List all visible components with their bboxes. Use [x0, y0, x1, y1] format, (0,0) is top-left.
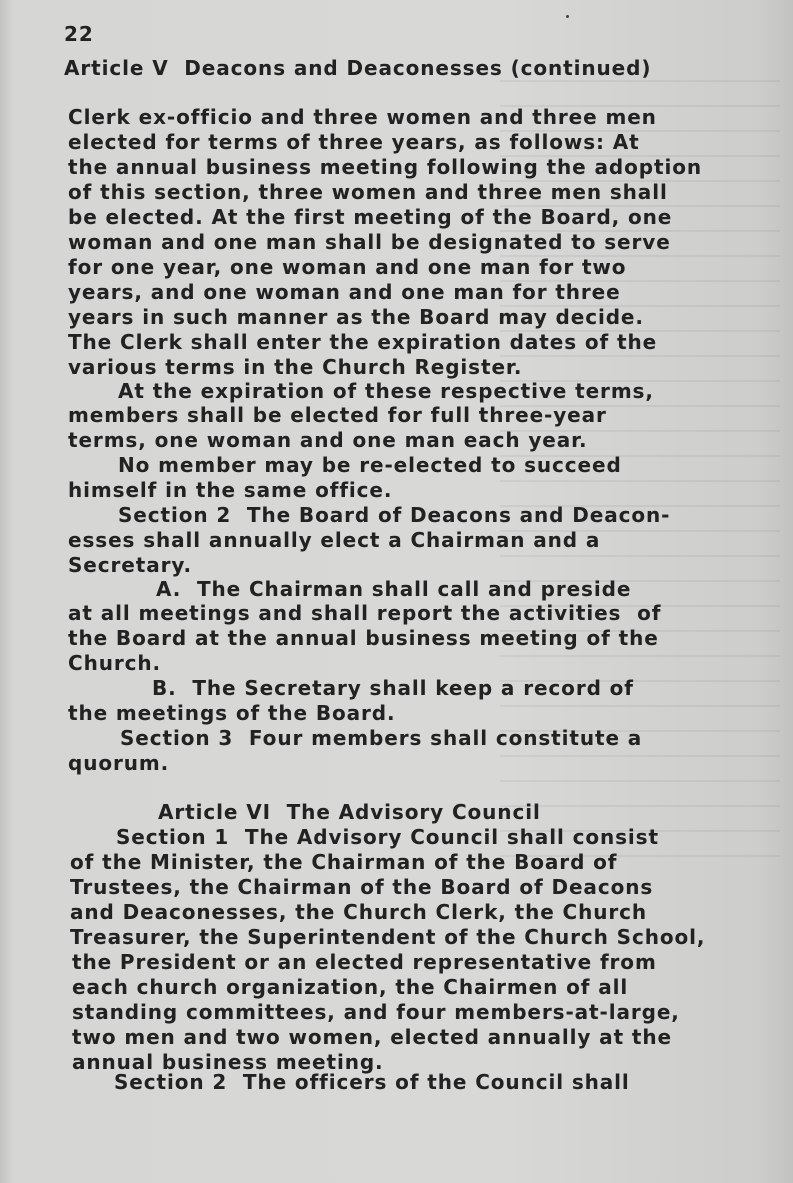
- text-line: The Clerk shall enter the expiration dates of the: [68, 330, 658, 354]
- text-line: for one year, one woman and one man for two: [68, 255, 627, 279]
- text-line: years in such manner as the Board may decide.: [68, 305, 644, 329]
- text-line: annual business meeting.: [72, 1050, 384, 1074]
- text-line: the meetings of the Board.: [68, 701, 396, 725]
- page-number: 22: [64, 22, 94, 46]
- text-line: Church.: [68, 651, 162, 675]
- text-line: No member may be re-elected to succeed: [118, 453, 622, 477]
- text-line: the annual business meeting following the adoption: [68, 155, 702, 179]
- text-line: of the Minister, the Chairman of the Board of: [70, 850, 618, 874]
- text-line: himself in the same office.: [68, 478, 393, 502]
- text-line: Trustees, the Chairman of the Board of Deacons: [70, 875, 654, 899]
- text-line: woman and one man shall be designated to serve: [68, 230, 671, 254]
- text-line: elected for terms of three years, as follows: At: [68, 130, 640, 154]
- text-line: and Deaconesses, the Church Clerk, the Church: [70, 900, 648, 924]
- text-line: Section 1 The Advisory Council shall consist: [116, 825, 659, 849]
- text-line: Treasurer, the Superintendent of the Church School,: [70, 925, 706, 949]
- text-line: Section 2 The Board of Deacons and Deacon-: [118, 503, 671, 527]
- text-line: of this section, three women and three men shall: [68, 180, 668, 204]
- text-line: years, and one woman and one man for three: [68, 280, 621, 304]
- text-line: quorum.: [68, 751, 170, 775]
- text-line: Section 3 Four members shall constitute a: [120, 726, 643, 750]
- text-line: be elected. At the first meeting of the Board, one: [68, 205, 673, 229]
- text-line: At the expiration of these respective terms,: [118, 379, 654, 403]
- text-line: two men and two women, elected annually at the: [72, 1025, 672, 1049]
- article-heading: Article VI The Advisory Council: [158, 800, 541, 824]
- text-line: the President or an elected representative from: [72, 950, 657, 974]
- text-line: esses shall annually elect a Chairman and a: [68, 528, 601, 552]
- text-line: Clerk ex-officio and three women and three men: [68, 105, 657, 129]
- text-line: at all meetings and shall report the activities of: [68, 601, 662, 625]
- text-line: each church organization, the Chairmen of all: [72, 975, 629, 999]
- text-line: the Board at the annual business meeting of the: [68, 626, 659, 650]
- ink-speck: [566, 15, 569, 18]
- article-header: Article V Deacons and Deaconesses (continued): [64, 56, 652, 80]
- text-line: various terms in the Church Register.: [68, 355, 523, 379]
- text-line: A. The Chairman shall call and preside: [156, 577, 632, 601]
- text-line: members shall be elected for full three-year: [68, 403, 607, 427]
- text-line: Secretary.: [68, 553, 192, 577]
- text-line: B. The Secretary shall keep a record of: [152, 676, 634, 700]
- text-line: Section 2 The officers of the Council shall: [114, 1070, 630, 1094]
- text-line: standing committees, and four members-at-large,: [72, 1000, 680, 1024]
- text-line: terms, one woman and one man each year.: [68, 428, 588, 452]
